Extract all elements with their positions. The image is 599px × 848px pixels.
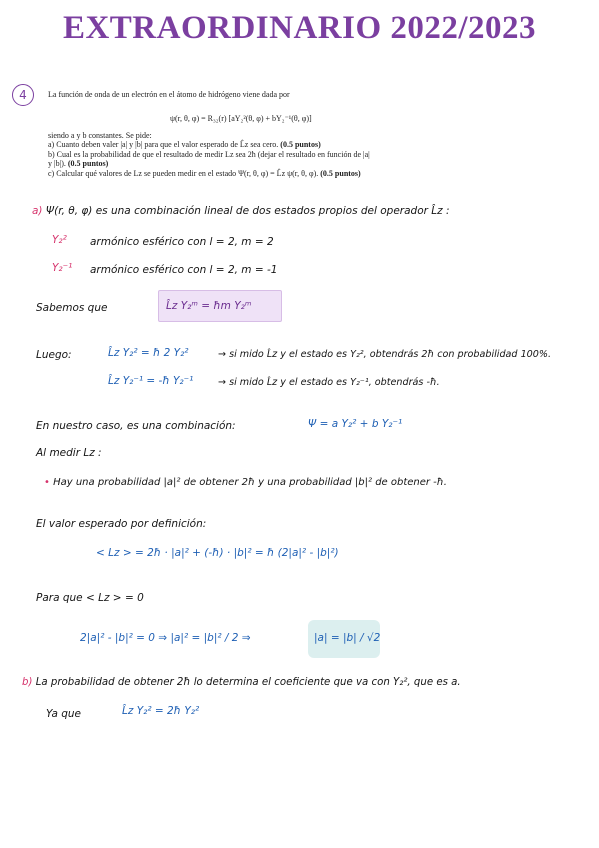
result-equation: |a| = |b| / √2 <box>314 632 381 644</box>
y22-symbol: Y₂² <box>52 234 67 246</box>
part-b-points: (0.5 puntos) <box>67 159 109 168</box>
bullet-probabilities <box>44 477 447 488</box>
medir-text: Al medir Lz : <box>36 447 102 459</box>
solution-a-line1 <box>32 205 450 217</box>
luego-equation-2: L̂z Y₂⁻¹ = -ħ Y₂⁻¹ <box>108 375 194 387</box>
solution-b-label: b) <box>22 677 33 688</box>
question-part-a <box>48 140 321 149</box>
bullet-dot: • <box>44 477 50 488</box>
question-number: 4 <box>12 84 34 106</box>
part-c-text: c) Calcular qué valores de Lz se pueden medir en el estado Ψ(r, θ, φ) = L̂z ψ(r, θ, φ). <box>48 169 319 178</box>
valor-text: El valor esperado por definición: <box>36 518 207 530</box>
para-text: Para que < Lz > = 0 <box>36 592 144 604</box>
solution-b-line1 <box>22 677 461 688</box>
part-a-points: (0.5 puntos) <box>280 140 321 149</box>
y2m1-symbol: Y₂⁻¹ <box>52 262 73 274</box>
question-part-b-line1: b) Cual es la probabilidad de que el resultado de medir Lz sea 2ħ (dejar el resultado en función de |a| <box>48 150 370 159</box>
question-part-b-line2 <box>48 159 108 168</box>
valor-equation: < Lz > = 2ħ · |a|² + (-ħ) · |b|² = ħ (2|a|² - |b|²) <box>96 547 339 559</box>
part-a-text: a) Cuanto deben valer |a| y |b| para que el valor esperado de L̂z sea cero. <box>48 140 279 149</box>
y2m1-description: armónico esférico con l = 2, m = -1 <box>90 264 278 276</box>
luego-equation-1: L̂z Y₂² = ħ 2 Y₂² <box>108 347 189 359</box>
caso-equation: Ψ = a Y₂² + b Y₂⁻¹ <box>308 418 403 430</box>
solution-a-label: a) <box>32 205 43 217</box>
bullet-text: Hay una probabilidad |a|² de obtener 2ħ y una probabilidad |b|² de obtener -ħ. <box>53 477 447 488</box>
question-part-c <box>48 169 361 178</box>
luego-text-2: → si mido L̂z y el estado es Y₂⁻¹, obtendrás -ħ. <box>218 377 440 388</box>
part-b-text: y |b|). <box>48 159 66 168</box>
ya-que-text: Ya que <box>46 708 82 720</box>
luego-label: Luego: <box>36 349 72 361</box>
page-title: EXTRAORDINARIO 2022/2023 <box>62 10 537 46</box>
solution-a-text: Ψ(r, θ, φ) es una combinación lineal de dos estados propios del operador L̂z : <box>45 205 450 217</box>
part-c-points: (0.5 puntos) <box>320 169 361 178</box>
question-intro: La función de onda de un electrón en el átomo de hidrógeno viene dada por <box>48 90 290 99</box>
question-constants: siendo a y b constantes. Se pide: <box>48 131 152 140</box>
ya-que-equation: L̂z Y₂² = 2ħ Y₂² <box>122 705 200 717</box>
question-equation: ψ(r, θ, φ) = R₃₂(r) [aY₂²(θ, φ) + bY₂⁻¹(θ, φ)] <box>170 114 312 123</box>
para-equation: 2|a|² - |b|² = 0 ⇒ |a|² = |b|² / 2 ⇒ <box>80 632 251 644</box>
sabemos-equation: L̂z Y₂ᵐ = ħm Y₂ᵐ <box>166 300 252 312</box>
sabemos-text: Sabemos que <box>36 302 108 314</box>
caso-text: En nuestro caso, es una combinación: <box>36 420 236 432</box>
solution-b-text: La probabilidad de obtener 2ħ lo determina el coeficiente que va con Y₂², que es a. <box>35 677 461 688</box>
luego-text-1: → si mido L̂z y el estado es Y₂², obtendrás 2ħ con probabilidad 100%. <box>218 349 552 360</box>
y22-description: armónico esférico con l = 2, m = 2 <box>90 236 274 248</box>
